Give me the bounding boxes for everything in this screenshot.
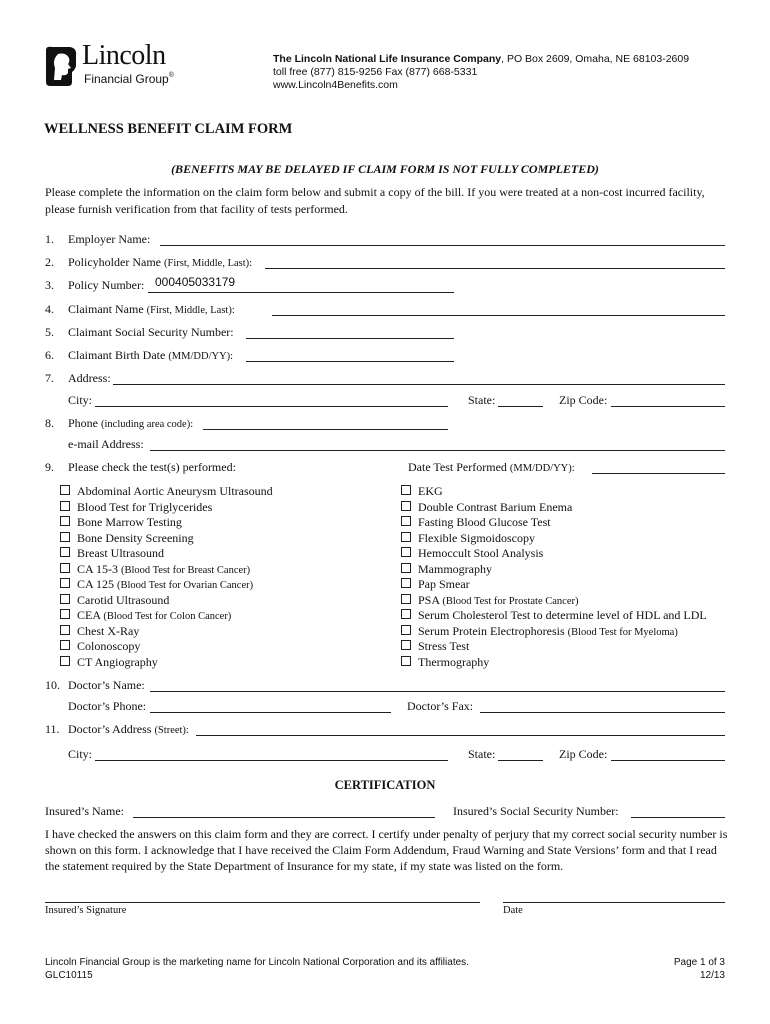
test-checkbox-item[interactable]	[60, 562, 250, 577]
test-label: Carotid Ultrasound	[77, 592, 170, 607]
field-number: 2.	[45, 255, 54, 269]
test-checkbox-item[interactable]	[60, 655, 158, 670]
zip-label-text: Zip Code:	[559, 393, 608, 407]
field-number: 4.	[45, 302, 54, 316]
phone-input[interactable]	[203, 417, 448, 430]
footer-disclaimer: Lincoln Financial Group is the marketing name for Lincoln National Corporation and its affiliates.	[45, 957, 469, 968]
checkbox-icon[interactable]	[60, 516, 70, 526]
checkbox-icon[interactable]	[60, 625, 70, 635]
field-phone	[45, 416, 193, 431]
claimant-name-input[interactable]	[272, 303, 725, 316]
field-label: Please check the test(s) performed:	[68, 460, 236, 474]
test-checkbox-item[interactable]	[60, 577, 253, 592]
test-checkbox-item[interactable]	[60, 593, 169, 608]
field-label: Employer Name:	[68, 232, 151, 246]
company-info	[273, 53, 689, 92]
test-checkbox-item[interactable]	[401, 624, 678, 639]
doctor-zip-label-text: Zip Code:	[559, 747, 608, 761]
field-label: Doctor’s Address	[68, 722, 152, 736]
checkbox-icon[interactable]	[60, 547, 70, 557]
company-website: www.Lincoln4Benefits.com	[273, 79, 398, 91]
field-number: 11.	[45, 722, 60, 736]
delay-warning: (BENEFITS MAY BE DELAYED IF CLAIM FORM IS NOT FULLY COMPLETED)	[171, 162, 599, 176]
claimant-birth-date-input[interactable]	[246, 349, 454, 362]
test-label: Bone Density Screening	[77, 530, 194, 545]
test-label: EKG	[418, 484, 443, 498]
test-checkbox-item[interactable]	[401, 593, 578, 608]
field-label: Policyholder Name	[68, 255, 161, 269]
doctor-state-label-text: State:	[468, 747, 496, 761]
test-checkbox-item[interactable]	[60, 608, 231, 623]
field-label: Address:	[68, 371, 111, 385]
test-label: Blood Test for Triglycerides	[77, 499, 213, 514]
test-checkbox-item[interactable]	[60, 639, 140, 654]
doctor-state-label	[468, 747, 495, 762]
field-label: Claimant Birth Date	[68, 348, 166, 362]
company-address: , PO Box 2609, Omaha, NE 68103-2609	[501, 53, 690, 65]
doctor-fax-label-text: Doctor’s Fax:	[407, 699, 474, 713]
lincoln-silhouette-icon	[44, 46, 80, 88]
checkbox-icon[interactable]	[60, 501, 70, 511]
logo-subtitle	[84, 72, 174, 86]
test-label: CT Angiography	[77, 654, 158, 669]
test-label: PSA	[418, 592, 440, 607]
test-checkbox-item[interactable]	[401, 562, 492, 577]
doctor-state-input[interactable]	[498, 748, 543, 761]
checkbox-icon[interactable]	[60, 578, 70, 588]
checkbox-icon[interactable]	[401, 563, 411, 573]
checkbox-icon[interactable]	[401, 609, 411, 619]
test-label: Hemoccult Stool Analysis	[418, 546, 544, 560]
test-checkbox-item[interactable]	[60, 515, 182, 530]
checkbox-icon[interactable]	[401, 516, 411, 526]
test-hint: (Blood Test for Myeloma)	[567, 626, 678, 638]
checkbox-icon[interactable]	[60, 609, 70, 619]
field-number: 6.	[45, 348, 54, 362]
test-checkbox-item[interactable]	[401, 546, 543, 561]
insured-signature-input[interactable]	[45, 890, 480, 903]
doctor-name-input[interactable]	[150, 679, 725, 692]
checkbox-icon[interactable]	[60, 485, 70, 495]
company-contact: toll free (877) 815-9256 Fax (877) 668-5331	[273, 66, 478, 78]
field-hint: (MM/DD/YY):	[168, 351, 234, 362]
doctor-city-input[interactable]	[95, 748, 448, 761]
field-address	[45, 371, 111, 386]
test-label: Serum Cholesterol Test to determine level of HDL and LDL	[418, 608, 707, 622]
test-checkbox-item[interactable]	[60, 484, 273, 499]
test-hint: (Blood Test for Colon Cancer)	[103, 611, 232, 622]
email-label	[68, 437, 144, 452]
date-test-performed-label	[408, 460, 575, 475]
test-checkbox-item[interactable]	[60, 624, 139, 639]
test-checkbox-item[interactable]	[401, 639, 469, 654]
checkbox-icon[interactable]	[401, 640, 411, 650]
company-name: The Lincoln National Life Insurance Company	[273, 53, 502, 65]
field-policy-number	[45, 278, 144, 293]
insured-ssn-input[interactable]	[631, 805, 725, 818]
insured-ssn-label-text: Insured’s Social Security Number:	[453, 804, 619, 818]
checkbox-icon[interactable]	[60, 594, 70, 604]
field-hint: (First, Middle, Last):	[163, 258, 253, 269]
test-label: Double Contrast Barium Enema	[418, 499, 573, 514]
field-label: Claimant Social Security Number:	[68, 325, 234, 339]
date-test-label-text: Date Test Performed	[408, 460, 507, 474]
field-employer	[45, 232, 150, 247]
test-label: Breast Ultrasound	[77, 546, 164, 560]
footer-form-code: GLC10115	[45, 970, 93, 981]
field-doctor-name	[45, 678, 145, 693]
insured-ssn-label	[453, 804, 619, 819]
email-input[interactable]	[150, 438, 725, 451]
field-number: 8.	[45, 416, 54, 430]
checkbox-icon[interactable]	[401, 656, 411, 666]
test-checkbox-item[interactable]	[60, 531, 194, 546]
test-label: CEA	[77, 608, 101, 622]
state-input[interactable]	[498, 394, 543, 407]
checkbox-icon[interactable]	[401, 625, 411, 635]
signature-date-input[interactable]	[503, 890, 725, 903]
field-policyholder	[45, 255, 252, 270]
test-checkbox-item[interactable]	[401, 484, 443, 499]
certification-statement: I have checked the answers on this claim form and they are correct. I certify under penalty of perjury that my correct social security number is shown on this form. I acknowledge that I have received the Claim Form Addendum, Fraud Warning and State Versions’ form and that I read the statement required by the State Department of Insurance for my state, if my state was listed on the form.	[45, 827, 728, 873]
test-hint: (Blood Test for Breast Cancer)	[121, 564, 251, 576]
test-label: Thermography	[418, 654, 490, 669]
field-hint: (First, Middle, Last):	[146, 305, 235, 316]
test-label: Abdominal Aortic Aneurysm Ultrasound	[77, 484, 273, 498]
address-input[interactable]	[113, 372, 725, 385]
field-label: Policy Number:	[68, 278, 145, 292]
state-label-text: State:	[468, 393, 496, 407]
field-claimant-ssn	[45, 325, 234, 340]
signature-date-label: Date	[503, 905, 523, 916]
field-number: 9.	[45, 460, 54, 474]
policyholder-name-input[interactable]	[265, 256, 725, 269]
city-input[interactable]	[95, 394, 448, 407]
insured-name-label	[45, 804, 124, 819]
field-claimant-birth-date	[45, 348, 233, 363]
certification-heading: CERTIFICATION	[334, 778, 436, 792]
field-number: 10.	[45, 678, 60, 692]
lincoln-logo	[44, 40, 184, 94]
test-hint: (Blood Test for Ovarian Cancer)	[117, 580, 254, 591]
field-number: 3.	[45, 278, 54, 292]
checkbox-icon[interactable]	[401, 532, 411, 542]
field-label: Phone	[68, 416, 98, 430]
test-checkbox-item[interactable]	[401, 500, 572, 515]
date-test-performed-input[interactable]	[592, 461, 725, 474]
test-hint: (Blood Test for Prostate Cancer)	[442, 595, 579, 607]
instructions: Please complete the information on the claim form below and submit a copy of the bill. If you were treated at a non-cost incurred facility, please furnish verification from that facility of tests performed.	[45, 185, 705, 216]
field-doctor-address	[45, 722, 189, 737]
field-hint: (including area code):	[101, 419, 194, 430]
field-tests	[45, 460, 236, 475]
test-checkbox-item[interactable]	[401, 608, 707, 623]
test-label: Fasting Blood Glucose Test	[418, 515, 551, 529]
checkbox-icon[interactable]	[401, 485, 411, 495]
test-label: Pap Smear	[418, 577, 470, 591]
company-name-line	[273, 53, 689, 66]
claimant-ssn-input[interactable]	[246, 326, 454, 339]
city-label	[68, 393, 92, 408]
doctor-city-label-text: City:	[68, 747, 93, 761]
zip-label	[559, 393, 607, 408]
checkbox-icon[interactable]	[60, 532, 70, 542]
test-label: Chest X-Ray	[77, 623, 140, 638]
doctor-zip-input[interactable]	[611, 748, 725, 761]
checkbox-icon[interactable]	[401, 578, 411, 588]
test-label: CA 125	[77, 577, 115, 591]
test-checkbox-item[interactable]	[401, 515, 551, 530]
doctor-address-input[interactable]	[196, 723, 725, 736]
field-label: Claimant Name	[68, 302, 144, 316]
doctor-phone-label-text: Doctor’s Phone:	[68, 699, 147, 713]
test-label: Bone Marrow Testing	[77, 515, 182, 529]
field-hint: (Street):	[154, 725, 189, 736]
test-label: Flexible Sigmoidoscopy	[418, 530, 535, 545]
zip-input[interactable]	[611, 394, 725, 407]
test-checkbox-item[interactable]	[401, 577, 470, 592]
doctor-fax-input[interactable]	[480, 700, 725, 713]
insured-name-label-text: Insured’s Name:	[45, 804, 124, 818]
footer-page-number: Page 1 of 3	[673, 957, 725, 968]
test-checkbox-item[interactable]	[401, 655, 489, 670]
employer-name-input[interactable]	[160, 233, 725, 246]
test-checkbox-item[interactable]	[401, 531, 535, 546]
checkbox-icon[interactable]	[60, 640, 70, 650]
city-label-text: City:	[68, 393, 93, 407]
form-title: WELLNESS BENEFIT CLAIM FORM	[44, 121, 293, 137]
field-claimant-name	[45, 302, 235, 317]
test-label: Stress Test	[418, 639, 470, 653]
insured-signature-label: Insured’s Signature	[45, 905, 127, 916]
checkbox-icon[interactable]	[401, 594, 411, 604]
field-number: 1.	[45, 232, 54, 246]
checkbox-icon[interactable]	[60, 563, 70, 573]
field-hint: (MM/DD/YY):	[509, 463, 575, 474]
field-number: 7.	[45, 371, 54, 385]
doctor-fax-label	[407, 699, 473, 714]
email-label-text: e-mail Address:	[68, 437, 144, 451]
test-label: Mammography	[418, 561, 492, 576]
checkbox-icon[interactable]	[60, 656, 70, 666]
doctor-city-label	[68, 747, 92, 762]
test-label: Colonoscopy	[77, 639, 141, 653]
checkbox-icon[interactable]	[401, 501, 411, 511]
insured-name-input[interactable]	[133, 805, 435, 818]
doctor-zip-label	[559, 747, 607, 762]
state-label	[468, 393, 495, 408]
registered-mark: ®	[168, 72, 174, 79]
field-number: 5.	[45, 325, 54, 339]
policy-number-value: 000405033179	[155, 275, 236, 289]
test-label: CA 15-3	[77, 561, 119, 576]
footer-revision: 12/13	[699, 970, 725, 981]
doctor-phone-input[interactable]	[150, 700, 391, 713]
test-checkbox-item[interactable]	[60, 500, 212, 515]
test-checkbox-item[interactable]	[60, 546, 164, 561]
field-label: Doctor’s Name:	[68, 678, 145, 692]
logo-subtitle-text: Financial Group	[84, 72, 169, 86]
test-label: Serum Protein Electrophoresis	[418, 623, 565, 638]
checkbox-icon[interactable]	[401, 547, 411, 557]
doctor-phone-label	[68, 699, 146, 714]
logo-wordmark: Lincoln	[82, 40, 166, 71]
